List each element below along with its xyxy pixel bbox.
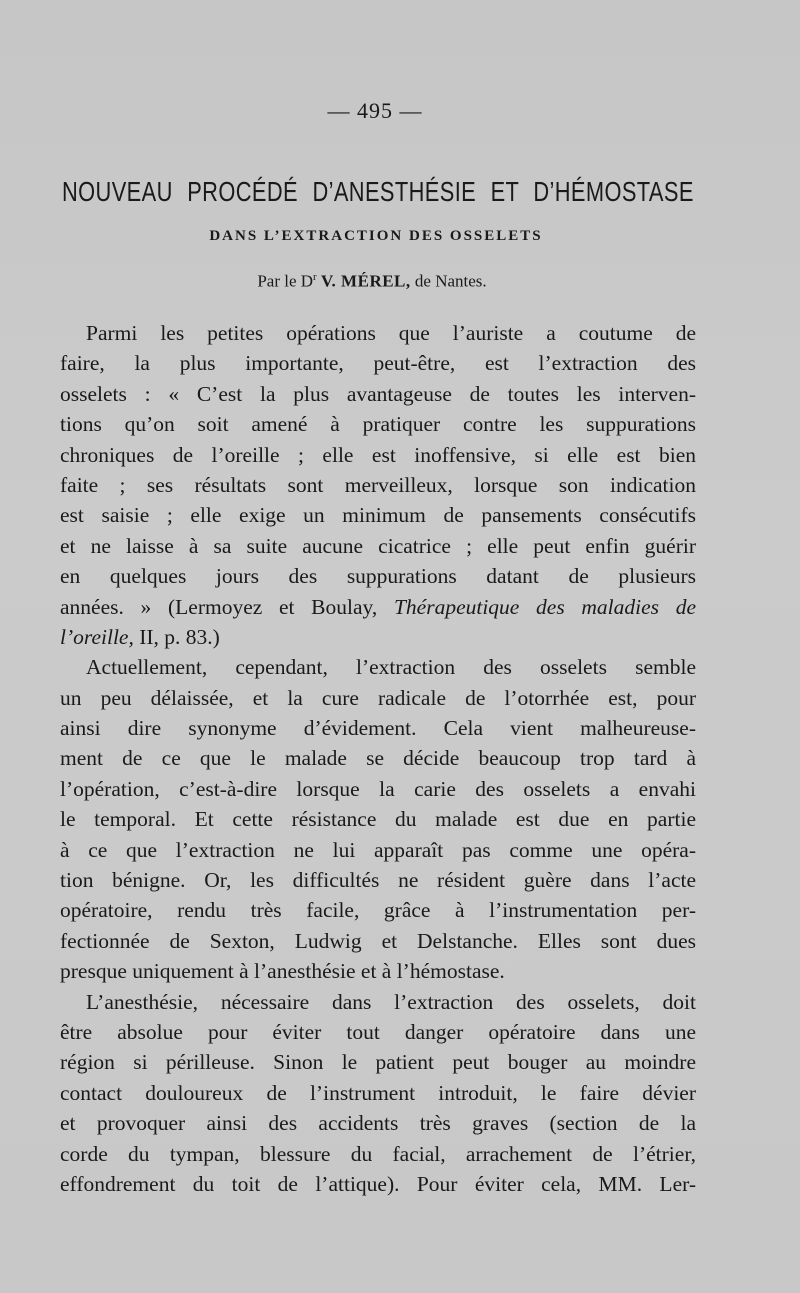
text-line xyxy=(60,1169,696,1199)
body-text xyxy=(60,318,696,1199)
byline-suffix: de Nantes. xyxy=(414,271,487,291)
text-line xyxy=(60,804,696,834)
text-line xyxy=(60,926,696,956)
text-line xyxy=(60,531,696,561)
text-line xyxy=(60,1108,696,1138)
text-line xyxy=(60,622,696,652)
line-text: le temporal. Et cette résistance du malade est due en partie xyxy=(60,807,696,832)
text-line xyxy=(60,409,696,439)
line-text: à ce que l’extraction ne lui apparaît pas comme une opéra- xyxy=(60,837,696,862)
text-line xyxy=(60,1017,696,1047)
line-text: opératoire, rendu très facile, grâce à l’instrumentation per- xyxy=(60,898,696,923)
line-text: contact douloureux de l’instrument introduit, le faire dévier xyxy=(60,1080,696,1105)
text-line xyxy=(60,561,696,591)
line-text: presque uniquement à l’anesthésie et à l’hémostase. xyxy=(60,959,505,984)
text-line xyxy=(60,683,696,713)
line-text: être absolue pour éviter tout danger opératoire dans une xyxy=(60,1019,696,1044)
byline-prefix: Par le D xyxy=(257,271,314,291)
line-text: et provoquer ainsi des accidents très graves (section de la xyxy=(60,1111,696,1136)
line-text: un peu délaissée, et la cure radicale de l’otorrhée est, pour xyxy=(60,685,696,710)
text-line xyxy=(60,470,696,500)
text-line xyxy=(60,440,696,470)
line-text: L’anesthésie, nécessaire dans l’extraction des osselets, doit xyxy=(86,989,696,1014)
italic-citation: Thérapeutique des maladies de xyxy=(393,594,696,619)
line-text: faire, la plus importante, peut-être, est l’extraction des xyxy=(60,351,696,376)
line-text: l’opération, c’est-à-dire lorsque la carie des osselets a envahi xyxy=(60,776,696,801)
line-text: région si périlleuse. Sinon le patient peut bouger au moindre xyxy=(60,1050,696,1075)
text-line xyxy=(60,713,696,743)
line-text: ainsi dire synonyme d’évidement. Cela vient malheureuse- xyxy=(60,716,696,741)
text-line xyxy=(60,835,696,865)
line-text: II, p. 83.) xyxy=(133,624,220,649)
italic-citation: l’oreille, xyxy=(60,624,134,649)
line-text: en quelques jours des suppurations datant de plusieurs xyxy=(60,564,696,589)
text-line xyxy=(60,774,696,804)
text-line xyxy=(60,592,696,622)
text-line xyxy=(60,865,696,895)
line-text: est saisie ; elle exige un minimum de pansements consécutifs xyxy=(60,503,696,528)
byline xyxy=(0,271,744,292)
author-name: V. MÉREL, xyxy=(320,271,411,291)
text-line xyxy=(60,987,696,1017)
text-line xyxy=(60,652,696,682)
text-line xyxy=(60,348,696,378)
text-line xyxy=(60,895,696,925)
text-line xyxy=(60,1078,696,1108)
line-text: chroniques de l’oreille ; elle est inoffensive, si elle est bien xyxy=(60,442,696,467)
line-text: faite ; ses résultats sont merveilleux, lorsque son indication xyxy=(60,472,696,497)
line-text: Parmi les petites opérations que l’auriste a coutume de xyxy=(86,321,696,345)
text-line xyxy=(60,500,696,530)
article-title: NOUVEAU PROCÉDÉ D’ANESTHÉSIE ET D’HÉMOSTASE xyxy=(62,176,694,207)
line-text: fectionnée de Sexton, Ludwig et Delstanche. Elles sont dues xyxy=(60,928,696,953)
line-text: tions qu’on soit amené à pratiquer contre les suppurations xyxy=(60,412,696,437)
text-line xyxy=(60,743,696,773)
line-text: effondrement du toit de l’attique). Pour éviter cela, MM. Ler- xyxy=(60,1171,696,1196)
text-line xyxy=(60,379,696,409)
text-line xyxy=(60,956,696,986)
line-text: et ne laisse à sa suite aucune cicatrice ; elle peut enfin guérir xyxy=(60,533,696,558)
line-text: tion bénigne. Or, les difficultés ne résident guère dans l’acte xyxy=(60,868,696,893)
line-text: années. » (Lermoyez et Boulay, xyxy=(60,594,394,619)
line-text: osselets : « C’est la plus avantageuse de toutes les interven- xyxy=(60,381,696,406)
text-line xyxy=(60,1047,696,1077)
line-text: Actuellement, cependant, l’extraction des osselets semble xyxy=(86,655,696,680)
article-subtitle: DANS L’EXTRACTION DES OSSELETS xyxy=(209,228,543,244)
text-line xyxy=(60,318,696,348)
text-line xyxy=(60,1139,696,1169)
page-number: — 495 — xyxy=(327,98,423,123)
line-text: ment de ce que le malade se décide beaucoup trop tard à xyxy=(60,746,696,771)
line-text: corde du tympan, blessure du facial, arrachement de l’étrier, xyxy=(60,1141,696,1166)
byline-title-superscript: r xyxy=(313,271,317,283)
